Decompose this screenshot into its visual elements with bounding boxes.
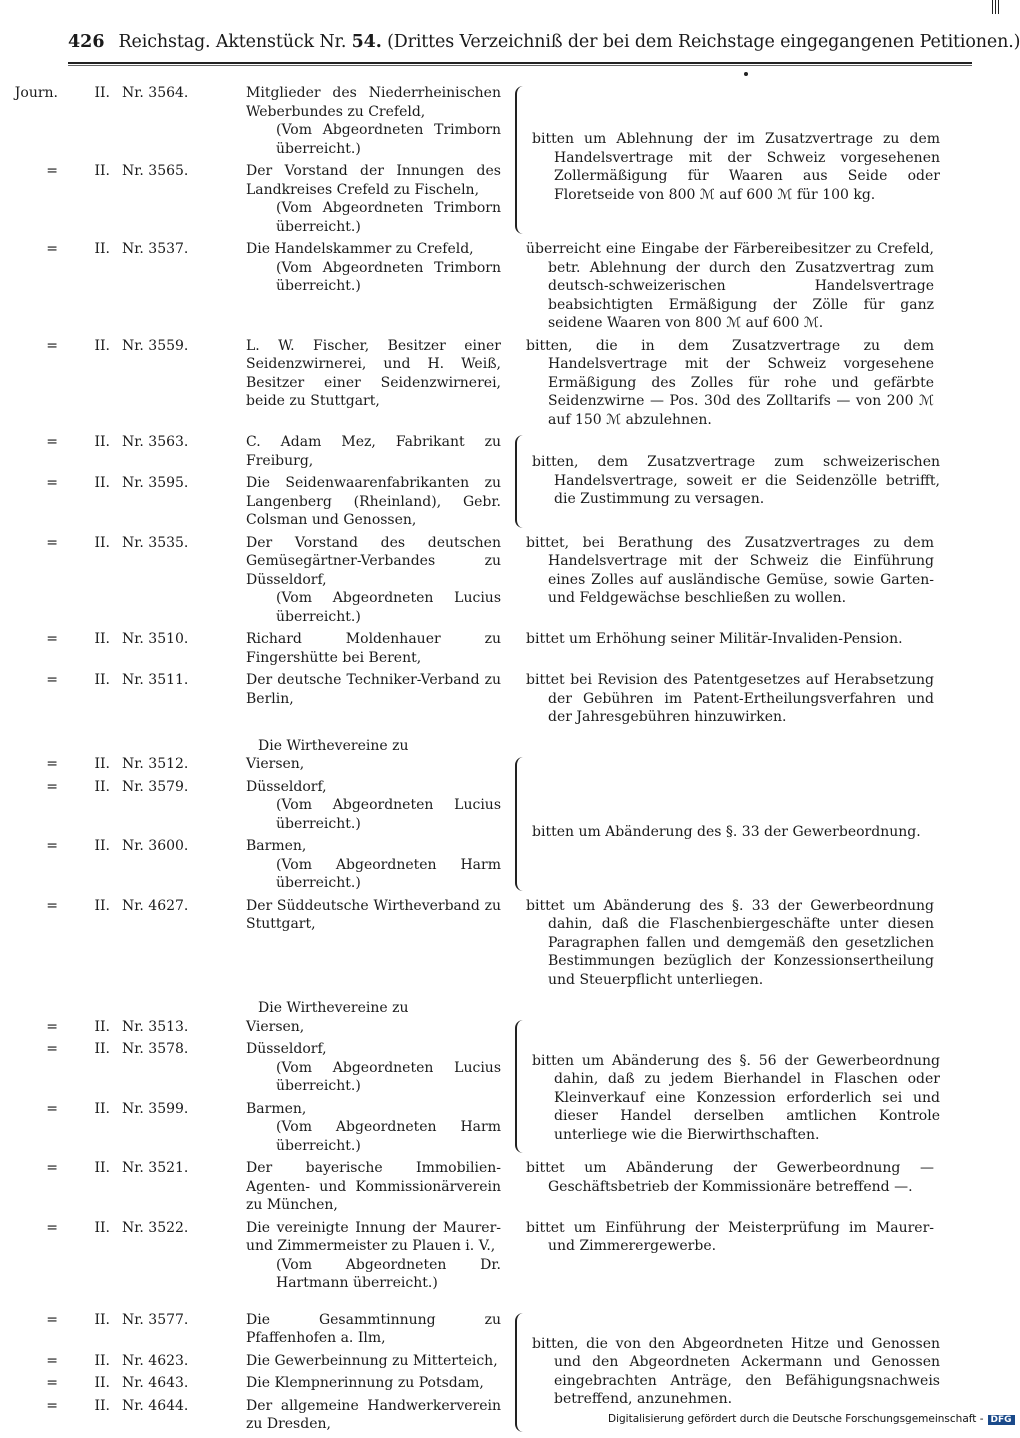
entry-prefix: =: [46, 1100, 58, 1117]
petitioner-note: (Vom Abgeordneten Lucius überreicht.): [276, 1059, 501, 1094]
entry-section: II.: [94, 434, 110, 450]
entry-prefix: =: [46, 1018, 58, 1035]
petitioner-name: Die Handelskammer zu Crefeld,: [246, 241, 474, 257]
entry-number: Nr. 3521.: [122, 1160, 189, 1176]
entry-prefix: =: [46, 241, 58, 257]
entry-number: Nr. 4643.: [122, 1375, 189, 1391]
brace-cell: [501, 1219, 526, 1293]
petitioner: [246, 337, 501, 430]
brace-cell: [501, 337, 526, 430]
entry-prefix: =: [46, 1375, 58, 1391]
petition-group: [0, 84, 1000, 240]
group-brace: [515, 435, 527, 528]
group-request: bitten um Abänderung des §. 33 der Gewerbeordnung.: [532, 824, 921, 840]
entry-prefix: =: [46, 1352, 58, 1369]
petitioner-note: (Vom Abgeordneten Lucius überreicht.): [276, 797, 501, 832]
petitioner-name: Der Süddeutsche Wirtheverband zu Stuttgart,: [246, 897, 501, 932]
entry-prefix: =: [46, 1160, 58, 1176]
entry-prefix: Journ.: [14, 85, 58, 101]
brace-cell: [501, 897, 526, 990]
petition-entry: [0, 837, 1000, 897]
page-title: [119, 32, 1020, 52]
request: [526, 1219, 964, 1293]
header-rule: [68, 62, 972, 64]
petitioner-name: Der Vorstand der Innungen des Landkreises Crefeld zu Fischeln,: [246, 163, 501, 198]
petitioner-name: Die Seidenwaarenfabrikanten zu Langenberg (Rheinland), Gebr. Colsman und Genossen,: [246, 475, 501, 528]
request-text: bittet um Erhöhung seiner Militär-Invaliden-Pension.: [526, 631, 903, 647]
entry-section: II.: [94, 475, 110, 491]
petitioner-name: Richard Moldenhauer zu Fingershütte bei Berent,: [246, 631, 501, 666]
petition-entry: [0, 1219, 1000, 1311]
group-brace: [515, 1020, 527, 1154]
petitioner-name: Düsseldorf,: [246, 1041, 327, 1057]
entry-prefix: =: [46, 838, 58, 854]
entry-number: Nr. 3595.: [122, 475, 189, 491]
entry-number: Nr. 3511.: [122, 672, 189, 688]
edge-marks: [992, 0, 1000, 14]
brace-cell: [501, 671, 526, 727]
title-part-a: Reichstag. Aktenstück Nr.: [118, 32, 352, 52]
request: [526, 671, 964, 727]
petitioner-note: (Vom Abgeordneten Trimborn überreicht.): [276, 200, 501, 235]
petitioner-note: (Vom Abgeordneten Lucius überreicht.): [276, 590, 501, 625]
entry-number: Nr. 3579.: [122, 778, 189, 795]
entry-section: II.: [94, 241, 110, 257]
petitioner: [246, 162, 501, 236]
entry-number: Nr. 3565.: [122, 163, 189, 179]
brace-cell: [501, 534, 526, 627]
petitioner-name: Die Gesammtinnung zu Pfaffenhofen a. Ilm,: [246, 1311, 501, 1346]
entry-number: Nr. 3522.: [122, 1219, 189, 1236]
petitioner: [246, 1018, 501, 1037]
petition-entry: [0, 897, 1000, 994]
petitioner-note: (Vom Abgeordneten Trimborn überreicht.): [276, 259, 501, 294]
group-brace: [515, 1313, 527, 1432]
request-text: bittet um Einführung der Meisterprüfung im Maurer- und Zimmerergewerbe.: [526, 1219, 934, 1254]
petitioner: [246, 1352, 501, 1371]
request-text: bittet um Abänderung des §. 33 der Gewerbeordnung dahin, daß die Flaschenbiergeschäfte unter diesen Paragraphen fallen und demgemäß den gesetzlichen Bestimmungen bezüglich der Konzessionsertheilung und Steuerpflicht unterliegen.: [526, 897, 934, 988]
petitioner: [246, 1159, 501, 1215]
petitioner-name: Düsseldorf,: [246, 778, 327, 795]
entry-number: Nr. 3577.: [122, 1311, 189, 1328]
group-heading: Die Wirthevereine zu: [258, 737, 409, 754]
entry-number: Nr. 3535.: [122, 534, 189, 551]
title-part-c: (Drittes Verzeichniß der bei dem Reichstage eingegangenen Petitionen.): [381, 32, 1020, 52]
entry-prefix: =: [46, 534, 58, 551]
petitioner: [246, 534, 501, 627]
entry-section: II.: [94, 85, 110, 101]
petitioner-name: Der Vorstand des deutschen Gemüsegärtner-Verbandes zu Düsseldorf,: [246, 534, 501, 588]
page-header: [68, 32, 1020, 52]
entry-number: Nr. 3512.: [122, 756, 189, 772]
petitioner: [246, 474, 501, 530]
petitioner: [246, 1219, 501, 1293]
dfg-logo: DFG: [988, 1415, 1015, 1425]
group-request: bitten, die von den Abgeordneten Hitze und Genossen und den Abgeordneten Ackermann und Genossen eingebrachten Anträge, den Befähigungsnachweis betreffend, anzunehmen.: [532, 1335, 940, 1407]
request-text: bittet, bei Berathung des Zusatzvertrages zu dem Handelsvertrage mit der Schweiz die Einführung eines Zolles auf ausländische Gemüse, sowie Garten- und Feldgewächse beschließen zu wollen.: [526, 534, 934, 606]
entry-prefix: =: [46, 337, 58, 354]
request-text: bitten, die in dem Zusatzvertrage zu dem Handelsvertrage mit der Schweiz vorgesehene Ermäßigung des Zolles für rohe und gefärbte Seidenzwirne — Pos. 30d des Zolltarifs — von 200 ℳ auf 150 ℳ abzulehnen.: [526, 337, 934, 428]
entry-section: II.: [94, 1219, 110, 1236]
entry-section: II.: [94, 1397, 110, 1414]
entry-section: II.: [94, 838, 110, 854]
entry-number: Nr. 4644.: [122, 1397, 189, 1414]
petitioner-name: Barmen,: [246, 838, 307, 854]
entry-prefix: =: [46, 475, 58, 491]
entry-number: Nr. 3513.: [122, 1018, 189, 1035]
petitioner: [246, 433, 501, 470]
petitioner-note: (Vom Abgeordneten Dr. Hartmann überreicht.): [276, 1256, 501, 1291]
group-request: bitten, dem Zusatzvertrage zum schweizerischen Handelsvertrage, soweit er die Seidenzölle betrifft, die Zustimmung zu versagen.: [532, 454, 940, 507]
petition-entry: [0, 630, 1000, 671]
petitioner: [246, 1100, 501, 1156]
petitioner: [246, 778, 501, 834]
petition-entry: [0, 1018, 1000, 1041]
petitioner: [246, 837, 501, 893]
request: [526, 240, 964, 333]
ink-dot: [744, 72, 748, 76]
entry-prefix: =: [46, 163, 58, 179]
footer-text: Digitalisierung gefördert durch die Deutsche Forschungsgemeinschaft -: [608, 1413, 984, 1425]
entry-section: II.: [94, 1041, 110, 1057]
entry-number: Nr. 3510.: [122, 631, 189, 647]
petitioner: [246, 84, 501, 158]
request: [526, 337, 964, 430]
petition-entry: [0, 337, 1000, 434]
group-request: bitten um Abänderung des §. 56 der Gewerbeordnung dahin, daß zu jedem Bierhandel in Flaschen oder Kleinverkauf eine Konzession erforderlich sei und dieser Handel derselben amtlichen Kontrole unterliege wie die Bierwirthschaften.: [532, 1052, 940, 1143]
petition-entry: [0, 1159, 1000, 1219]
entry-prefix: =: [46, 756, 58, 772]
entry-section: II.: [94, 756, 110, 772]
entry-prefix: =: [46, 1311, 58, 1328]
entry-number: Nr. 3578.: [122, 1041, 189, 1057]
petitioner-name: C. Adam Mez, Fabrikant zu Freiburg,: [246, 434, 501, 469]
group-brace: [515, 86, 527, 234]
request: [526, 897, 964, 990]
petitioner-note: (Vom Abgeordneten Harm überreicht.): [276, 856, 501, 891]
entry-prefix: =: [46, 631, 58, 647]
petitioner: [246, 240, 501, 333]
group-heading: Die Wirthevereine zu: [258, 1000, 409, 1016]
petitioner-name: Die vereinigte Innung der Maurer- und Zimmermeister zu Plauen i. V.,: [246, 1219, 501, 1254]
request-text: bittet bei Revision des Patentgesetzes auf Herabsetzung der Gebühren im Patent-Ertheilungsverfahren und der Jahresgebühren hinzuwirken.: [526, 672, 934, 725]
petition-entry: [0, 755, 1000, 778]
petition-group: [0, 1018, 1000, 1160]
entry-prefix: =: [46, 778, 58, 795]
petitioner-name: L. W. Fischer, Besitzer einer Seidenzwirnerei, und H. Weiß, Besitzer einer Seidenzwirnerei, beide zu Stuttgart,: [246, 337, 501, 409]
title-part-b: 54.: [351, 32, 382, 52]
entry-section: II.: [94, 672, 110, 688]
entry-number: Nr. 3600.: [122, 838, 189, 854]
brace-cell: [501, 1159, 526, 1215]
request-text: bittet um Abänderung der Gewerbeordnung — Geschäftsbetrieb der Kommissionäre betreffend —.: [526, 1160, 934, 1195]
entry-section: II.: [94, 897, 110, 914]
petitioner-name: Die Gewerbeinnung zu Mitterteich,: [246, 1352, 498, 1369]
petitioner: [246, 1374, 501, 1393]
request: [526, 534, 964, 627]
entry-section: II.: [94, 1100, 110, 1117]
request-text: überreicht eine Eingabe der Färbereibesitzer zu Crefeld, betr. Ablehnung der durch den Zusatzvertrag zum deutsch-schweizerischen Handelsvertrage beabsichtigten Ermäßigung der Zölle für ganz seidene Waaren von 800 ℳ auf 600 ℳ.: [526, 241, 934, 331]
petition-list: [0, 84, 1000, 1438]
petitioner-name: Mitglieder des Niederrheinischen Weberbundes zu Crefeld,: [246, 85, 501, 120]
petitioner: [246, 1397, 501, 1434]
entry-section: II.: [94, 1311, 110, 1328]
request: [526, 1159, 964, 1215]
header-rule-thin: [68, 65, 972, 66]
entry-section: II.: [94, 337, 110, 354]
entry-section: II.: [94, 534, 110, 551]
petitioner-note: (Vom Abgeordneten Trimborn überreicht.): [276, 122, 501, 157]
group-request: bitten um Ablehnung der im Zusatzvertrage zu dem Handelsvertrage mit der Schweiz vorgesehenen Zollermäßigung für Waaren aus Seide oder Floretseide von 800 ℳ auf 600 ℳ für 100 kg.: [532, 131, 940, 203]
brace-cell: [501, 240, 526, 333]
petitioner: [246, 1040, 501, 1096]
petitioner: [246, 671, 501, 727]
entry-section: II.: [94, 631, 110, 647]
entry-section: II.: [94, 1018, 110, 1035]
petitioner-name: Viersen,: [246, 756, 305, 772]
petition-group: [0, 755, 1000, 897]
petition-entry: [0, 534, 1000, 631]
entry-number: Nr. 4627.: [122, 897, 189, 914]
entry-section: II.: [94, 163, 110, 179]
entry-prefix: =: [46, 1397, 58, 1414]
petitioner: [246, 755, 501, 774]
entry-number: Nr. 3599.: [122, 1100, 189, 1117]
entry-section: II.: [94, 778, 110, 795]
petitioner-note: (Vom Abgeordneten Harm überreicht.): [276, 1119, 501, 1154]
petitioner-name: Der allgemeine Handwerkerverein zu Dresden,: [246, 1397, 501, 1432]
entry-section: II.: [94, 1352, 110, 1369]
entry-number: Nr. 3559.: [122, 337, 189, 354]
entry-number: Nr. 3564.: [122, 85, 189, 101]
entry-prefix: =: [46, 672, 58, 688]
petition-entry: [0, 671, 1000, 731]
petitioner-name: Barmen,: [246, 1100, 307, 1117]
petitioner-name: Der deutsche Techniker-Verband zu Berlin,: [246, 672, 501, 707]
petitioner: [246, 630, 501, 667]
entry-number: Nr. 4623.: [122, 1352, 189, 1369]
petition-entry: [0, 240, 1000, 337]
petitioner: [246, 897, 501, 990]
entry-prefix: =: [46, 1041, 58, 1057]
entry-prefix: =: [46, 1219, 58, 1236]
entry-number: Nr. 3537.: [122, 241, 189, 257]
entry-number: Nr. 3563.: [122, 434, 189, 450]
group-brace: [515, 757, 527, 891]
footer: [608, 1413, 1015, 1425]
petitioner: [246, 1311, 501, 1348]
entry-section: II.: [94, 1160, 110, 1176]
petitioner-name: Die Klempnerinnung zu Potsdam,: [246, 1375, 484, 1391]
petitioner-name: Der bayerische Immobilien-Agenten- und Kommissionärverein zu München,: [246, 1160, 501, 1213]
petition-group: [0, 433, 1000, 534]
page-number: 426: [68, 32, 105, 52]
request: [526, 630, 964, 667]
entry-prefix: =: [46, 897, 58, 914]
entry-prefix: =: [46, 434, 58, 450]
petitioner-name: Viersen,: [246, 1018, 305, 1035]
entry-section: II.: [94, 1375, 110, 1391]
brace-cell: [501, 630, 526, 667]
